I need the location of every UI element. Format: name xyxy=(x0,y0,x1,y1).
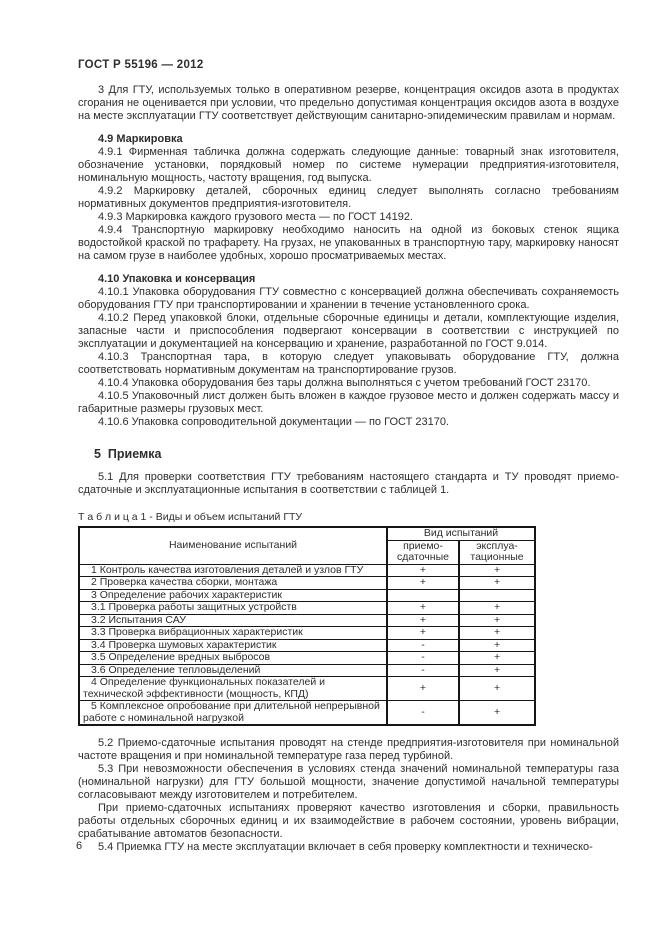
operational-mark-cell: + xyxy=(459,564,535,577)
table-row xyxy=(79,627,535,640)
acceptance-mark-cell: + xyxy=(387,602,459,615)
operational-mark-cell: + xyxy=(459,664,535,677)
acceptance-mark-cell xyxy=(387,589,459,602)
acceptance-mark-cell: + xyxy=(387,614,459,627)
operational-mark-cell: + xyxy=(459,614,535,627)
table-row xyxy=(79,577,535,590)
table-row xyxy=(79,602,535,615)
acceptance-mark-cell: - xyxy=(387,639,459,652)
acceptance-mark-cell: + xyxy=(387,564,459,577)
section-heading-5: 5 Приемка xyxy=(94,447,162,461)
paragraph-4-10-6: 4.10.6 Упаковка сопроводительной документации — по ГОСТ 23170. xyxy=(98,416,449,428)
operational-mark-cell: + xyxy=(459,627,535,640)
note-paragraph-3: 3 Для ГТУ, используемых только в оперативном резерве, концентрация оксидов азота в продуктах сгорания не оценивается при условии, что предельно допустимая концентрация оксидов азота в воздухе на месте эксплуатации ГТУ соответствует действующим санитарно-эпидемическим правилам и нормам. xyxy=(78,84,619,122)
operational-mark-cell: + xyxy=(459,701,535,726)
test-name-cell: 3.4 Проверка шумовых характеристик xyxy=(79,639,387,652)
paragraph-4-9-4: 4.9.4 Транспортную маркировку необходимо наносить на одной из боковых стенок ящика водостойкой краской по трафарету. На грузах, не упакованных в транспортную тару, маркировку наносят на самом грузе в наиболее удобных, хорошо просматриваемых местах. xyxy=(78,224,619,262)
test-name-cell: 1 Контроль качества изготовления деталей и узлов ГТУ xyxy=(79,564,387,577)
paragraph-4-9-1: 4.9.1 Фирменная табличка должна содержать следующие данные: товарный знак изготовителя, обозначение установки, порядковый номер по системе нумерации предприятия-изготовителя, номинальную мощность, частоту вращения, год выпуска. xyxy=(78,146,619,184)
running-header: ГОСТ Р 55196 — 2012 xyxy=(78,59,204,71)
test-name-cell: 3.5 Определение вредных выбросов xyxy=(79,652,387,665)
column-header-operational-line1: эксплуа- xyxy=(476,539,518,552)
section-heading-4-10: 4.10 Упаковка и консервация xyxy=(98,273,256,285)
acceptance-mark-cell: - xyxy=(387,652,459,665)
test-name-cell: 3.3 Проверка вибрационных характеристик xyxy=(79,627,387,640)
table-row xyxy=(79,664,535,677)
table-row xyxy=(79,701,535,726)
paragraph-4-10-1: 4.10.1 Упаковка оборудования ГТУ совместно с консервацией должна обеспечивать сохраняемость оборудования ГТУ при транспортировании и хранении в течение установленного срока. xyxy=(78,286,619,311)
column-header-acceptance-line1: приемо- xyxy=(403,539,443,552)
section-heading-4-9: 4.9 Маркировка xyxy=(98,133,183,145)
tests-table xyxy=(78,526,536,726)
test-name-cell: 4 Определение функциональных показателей и технической эффективности (мощность, КПД) xyxy=(79,677,387,701)
test-name-cell: 5 Комплексное опробование при длительной непрерывной работе с номинальной нагрузкой xyxy=(79,701,387,726)
column-header-operational xyxy=(459,540,535,564)
page-content xyxy=(78,58,619,854)
tests-table-body xyxy=(79,564,535,725)
paragraph-4-10-3: 4.10.3 Транспортная тара, в которую следует упаковывать оборудование ГТУ, должна соответствовать нормативным документам на транспортирование грузов. xyxy=(78,351,619,376)
paragraph-4-10-2: 4.10.2 Перед упаковкой блоки, отдельные сборочные единицы и детали, комплектующие изделия, запасные части и приспособления подвергают консервации в соответствии с инструкцией по эксплуатации и документацией на консервацию и хранение, разработанной по ГОСТ 9.014. xyxy=(78,312,619,350)
test-name-cell: 3 Определение рабочих характеристик xyxy=(79,589,387,602)
operational-mark-cell xyxy=(459,589,535,602)
column-header-acceptance xyxy=(387,540,459,564)
operational-mark-cell: + xyxy=(459,652,535,665)
paragraph-4-9-2: 4.9.2 Маркировку деталей, сборочных единиц следует выполнять согласно требованиям нормативных документов предприятия-изготовителя. xyxy=(78,185,619,210)
table-row xyxy=(79,652,535,665)
table-header-row-group xyxy=(79,527,535,540)
test-name-cell: 3.1 Проверка работы защитных устройств xyxy=(79,602,387,615)
acceptance-mark-cell: + xyxy=(387,627,459,640)
column-header-acceptance-line2: сдаточные xyxy=(397,551,449,563)
acceptance-mark-cell: - xyxy=(387,664,459,677)
table-row xyxy=(79,564,535,577)
operational-mark-cell: + xyxy=(459,602,535,615)
operational-mark-cell: + xyxy=(459,677,535,701)
paragraph-5-3-continued: При приемо-сдаточных испытаниях проверяют качество изготовления и сборки, правильность работы отдельных сборочных единиц и их взаимодействие в рабочем состоянии, уровень вибрации, срабатывание автоматов безопасности. xyxy=(78,802,619,840)
table-row xyxy=(79,677,535,701)
table-caption: Т а б л и ц а 1 - Виды и объем испытаний ГТУ xyxy=(78,511,303,523)
paragraph-4-10-5: 4.10.5 Упаковочный лист должен быть вложен в каждое грузовое место и должен содержать массу и габаритные размеры грузовых мест. xyxy=(78,390,619,415)
test-name-cell: 3.6 Определение тепловыделений xyxy=(79,664,387,677)
table-row xyxy=(79,614,535,627)
table-row xyxy=(79,589,535,602)
column-header-operational-line2: тационные xyxy=(470,551,524,563)
acceptance-mark-cell: + xyxy=(387,677,459,701)
operational-mark-cell: + xyxy=(459,577,535,590)
paragraph-5-4: 5.4 Приемка ГТУ на месте эксплуатации включает в себя проверку комплектности и техническо- xyxy=(98,841,593,853)
acceptance-mark-cell: - xyxy=(387,701,459,726)
paragraph-5-3: 5.3 При невозможности обеспечения в условиях стенда значений номинальной температуры газа (номинальной нагрузки) для ГТУ большой мощности, значение допустимой начальной температуры согласовывают между изготовителем и потребителем. xyxy=(78,763,619,801)
column-header-test-name: Наименование испытаний xyxy=(79,527,387,564)
test-name-cell: 3.2 Испытания САУ xyxy=(79,614,387,627)
table-row xyxy=(79,639,535,652)
paragraph-5-1: 5.1 Для проверки соответствия ГТУ требованиям настоящего стандарта и ТУ проводят приемо-сдаточные и эксплуатационные испытания в соответствии с таблицей 1. xyxy=(78,471,619,496)
acceptance-mark-cell: + xyxy=(387,577,459,590)
paragraph-5-2: 5.2 Приемо-сдаточные испытания проводят на стенде предприятия-изготовителя при номинальной частоте вращения и при номинальной температуре газа перед турбиной. xyxy=(78,737,619,762)
paragraph-4-10-4: 4.10.4 Упаковка оборудования без тары должна выполняться с учетом требований ГОСТ 23170. xyxy=(98,377,591,389)
paragraph-4-9-3: 4.9.3 Маркировка каждого грузового места — по ГОСТ 14192. xyxy=(98,211,413,223)
test-name-cell: 2 Проверка качества сборки, монтажа xyxy=(79,577,387,590)
column-header-test-kind-group: Вид испытаний xyxy=(387,527,535,540)
operational-mark-cell: + xyxy=(459,639,535,652)
tests-table-header xyxy=(79,527,535,564)
page-number: 6 xyxy=(76,840,83,852)
